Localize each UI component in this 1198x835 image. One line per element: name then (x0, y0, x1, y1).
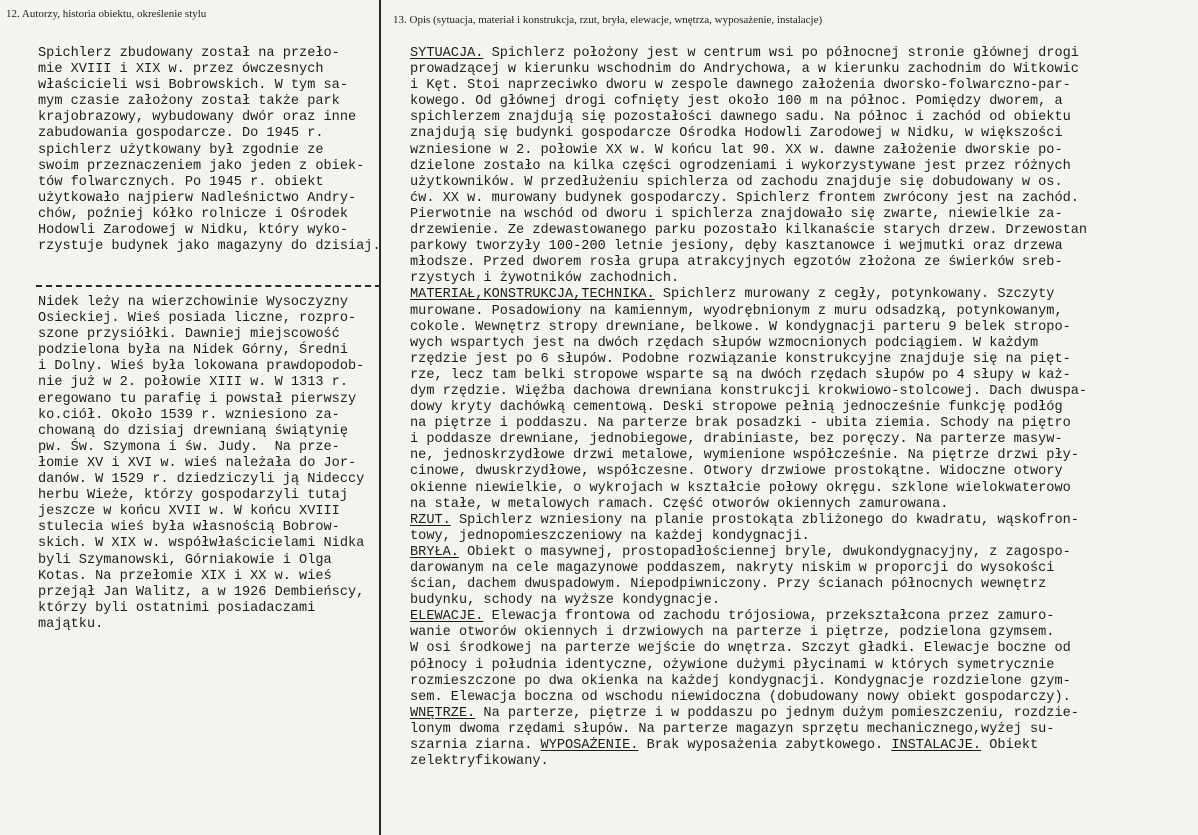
text-segment: Spichlerz murowany z cegły, potynkowany. Szczyty (654, 287, 1055, 303)
text-segment: dym rzędzie. Więźba dachowa drewniana konstrukcji krokwiowo-stolcowej. Dach dwuspa- (410, 383, 1088, 399)
text-segment: Obiekt o masywnej, prostopadłościennej bryle, dwukondygnacyjny, z zagospo- (458, 544, 1071, 560)
text-segment: szarnia ziarna. (410, 738, 541, 754)
text-line: herbu Wieże, którzy gospodarzyli tutaj (38, 488, 348, 504)
section-heading: RZUT. (410, 512, 451, 528)
text-segment: młodsze. Przed dworem rosła grupa atrakcyjnych egzotów złożona ze świerków sreb- (410, 255, 1063, 271)
text-line (410, 239, 1198, 255)
text-line: chowaną do dzisiaj drewnianą świątynię (38, 423, 348, 439)
text-line (410, 78, 1198, 94)
text-segment: Obiekt (981, 738, 1039, 754)
section-separator (36, 285, 381, 287)
text-segment: cokole. Wewnętrz stropy drewniane, belkowe. W kondygnacji parteru 9 belek stropo- (410, 319, 1071, 335)
text-segment: północy i południa identyczne, ożywione dużymi płycinami w których symetrycznie (410, 657, 1055, 673)
text-line (410, 175, 1198, 191)
text-segment: wzniesione w 2. połowie XX w. W końcu lat 90. XX w. dawne założenie dworskie po- (410, 142, 1063, 158)
text-segment: Spichlerz wzniesiony na planie prostokąta zbliżonego do kwadratu, wąskofron- (450, 512, 1079, 528)
text-line (410, 738, 1198, 754)
text-segment: i poddasze drewniane, jednobiegowe, drabiniaste, bez poręczy. Na parterze masyw- (410, 432, 1063, 448)
text-segment: drzewienie. Ze zdewastowanego parku pozostało kilkanaście starych drzew. Drzewostan (410, 223, 1088, 239)
text-line (410, 561, 1198, 577)
text-line: szone przysiółki. Dawniej miejscowość (38, 327, 340, 343)
text-line (410, 143, 1198, 159)
text-line (410, 207, 1198, 223)
text-line (410, 271, 1198, 287)
text-line (410, 625, 1198, 641)
text-line (410, 159, 1198, 175)
text-line: użytkowało najpierw Nadleśnictwo Andry- (38, 190, 357, 206)
text-segment: dowy kryty dachówką cementową. Deski stropowe pełnią jednocześnie funkcję podłóg (410, 400, 1063, 416)
text-line (410, 94, 1198, 110)
text-segment: towy, jednopomieszczeniowy na każdej kondygnacji. (410, 528, 810, 544)
text-segment: ne, jednoskrzydłowe drzwi metalowe, wymienione współcześnie. Na piętrze drzwi pły- (410, 448, 1079, 464)
text-line (410, 126, 1198, 142)
section-heading: ELEWACJE. (410, 609, 484, 625)
text-segment: lonym dwoma rzędami słupów. Na parterze magazyn sprzętu mechanicznego,wyżej su- (410, 721, 1055, 737)
text-line (410, 609, 1198, 625)
text-line: podzielona była na Nidek Górny, Średni (38, 343, 348, 359)
text-line: chów, poźniej kółko rolnicze i Ośrodek (38, 206, 348, 222)
text-line (410, 384, 1198, 400)
text-line: pw. Św. Szymona i św. Judy. Na prze- (38, 439, 340, 455)
text-line (410, 754, 1198, 770)
text-line: Nidek leży na wierzchowinie Wysoczyzny (38, 295, 348, 310)
text-segment: Elewacja frontowa od zachodu trójosiowa, przekształcona przez zamuro- (483, 609, 1055, 625)
section-heading: BRYŁA. (410, 544, 459, 560)
text-segment: okienne niewielkie, o wykrojach w kształcie połowy okręgu. szklone wielokwaterowo (410, 480, 1071, 496)
text-segment: zelektryfikowany. (410, 754, 549, 770)
history-text-block (38, 46, 383, 255)
text-segment: na piętrze i poddaszu. Na parterze brak posadzki - ubita ziemia. Schody na piętro (410, 416, 1071, 432)
text-line: Kotas. Na przełomie XIX i XX w. wieś (38, 568, 332, 584)
text-line: tów folwarcznych. Po 1945 r. obiekt (38, 174, 324, 190)
text-line (410, 481, 1198, 497)
text-segment: użytkowników. W przedłużeniu spichlerza od zachodu znajduje się dobudowany w os. (410, 174, 1063, 190)
text-line: byli Szymanowski, Górniakowie i Olga (38, 552, 332, 568)
text-line (410, 320, 1198, 336)
text-line (410, 368, 1198, 384)
text-line: właścicieli wsi Bobrowskich. W tym sa- (38, 78, 348, 94)
text-line: stulecia wieś była własnością Bobrow- (38, 520, 340, 536)
text-line (410, 352, 1198, 368)
text-segment: rze, lecz tam belki stropowe wsparte są na dwóch rzędach słupów po 4 słupy w każ- (410, 367, 1071, 383)
text-line (410, 690, 1198, 706)
text-line (410, 223, 1198, 239)
text-segment: i Kęt. Stoi naprzeciwko dworu w zespole dawnego założenia dworsko-folwarczno-par- (410, 78, 1071, 94)
text-segment: kowego. Od głównej drogi cofnięty jest około 100 m na północ. Pomiędzy dworem, a (410, 94, 1063, 110)
text-line (410, 287, 1198, 303)
text-line: i Dolny. Wieś była lokowana prawdopodob- (38, 359, 365, 375)
text-line (410, 497, 1198, 513)
text-segment: W osi środkowej na parterze wejście do wnętrza. Szczyt gładki. Elewacje boczne od (410, 641, 1071, 657)
text-line (410, 400, 1198, 416)
text-line: mym czasie założony został także park (38, 94, 340, 110)
section-heading: INSTALACJE. (891, 738, 982, 754)
right-column-header: 13. Opis (sytuacja, materiał i konstrukcja, rzut, bryła, elewacje, wnętrza, wyposażenie, instalacje) (393, 14, 823, 26)
text-line (410, 336, 1198, 352)
text-line (410, 722, 1198, 738)
text-line: nie już w 2. połowie XIII w. W 1313 r. (38, 375, 348, 391)
text-segment: sem. Elewacja boczna od wschodu niewidoczna (dobudowany nowy obiekt gospodarczy). (410, 689, 1071, 705)
text-segment: murowane. Posadowiony na kamiennym, wyodrębnionym z muru odsadzką, potynkowanym, (410, 303, 1063, 319)
section-heading: WYPOSAŻENIE. (540, 738, 639, 754)
text-line (410, 641, 1198, 657)
text-line: którzy byli ostatnimi posiadaczami (38, 600, 316, 616)
text-line (410, 577, 1198, 593)
text-line: Osieckiej. Wieś posiada liczne, rozpro- (38, 311, 357, 327)
text-line: danów. W 1529 r. dziedziczyli ją Nideccy (38, 472, 365, 488)
section-heading: MATERIAŁ,KONSTRUKCJA,TECHNIKA. (410, 287, 655, 303)
text-segment: dzielone zostało na kilka części ogrodzeniami i wykorzystywane jest przez różnych (410, 158, 1071, 174)
text-line (410, 448, 1198, 464)
section-heading: WNĘTRZE. (410, 705, 476, 721)
text-line: swoim przeznaczeniem jako jeden z obiek- (38, 158, 365, 174)
text-segment: Na parterze, piętrze i w poddaszu po jednym dużym pomieszczeniu, rozdzie- (475, 705, 1079, 721)
text-line (410, 191, 1198, 207)
text-line: majątku. (38, 616, 104, 632)
text-segment: rzystych i żywotników zachodnich. (410, 271, 680, 287)
text-line (410, 593, 1198, 609)
text-line (410, 432, 1198, 448)
text-segment: Pierwotnie na wschód od dworu i spichlerza znajdowało się zwarte, niewielkie za- (410, 206, 1063, 222)
text-segment: darowanym na cele magazynowe poddaszem, nakryty niskim w proporcji do wysokości (410, 561, 1055, 576)
text-line (410, 416, 1198, 432)
text-line: przejął Jan Walitz, a w 1926 Dembieńscy, (38, 584, 365, 600)
text-line (410, 464, 1198, 480)
text-segment: na stałe, w metalowych ramach. Część otworów okiennych zamurowana. (410, 496, 949, 512)
text-segment: parkowy tworzyły 100-200 letnie jesiony, dęby kasztanowce i wejmutki oraz drzewa (410, 239, 1063, 255)
text-line (410, 304, 1198, 320)
section-heading: SYTUACJA. (410, 46, 484, 61)
text-line: łomie XV i XVI w. wieś należała do Jor- (38, 455, 357, 471)
text-segment: ćw. XX w. murowany budynek gospodarczy. Spichlerz frontem zwrócony jest na zachód. (410, 190, 1079, 206)
text-line: krajobrazowy, wybudowany dwór oraz inne (38, 110, 357, 126)
text-line (410, 255, 1198, 271)
text-line: skich. W XIX w. współwłaścicielami Nidka (38, 536, 365, 552)
village-history-text-block (38, 295, 383, 633)
text-line (410, 545, 1198, 561)
text-segment: budynku, schody na wyższe kondygnacje. (410, 593, 720, 609)
text-segment: Brak wyposażenia zabytkowego. (638, 738, 892, 754)
text-line: spichlerz użytkowany był zgodnie ze (38, 142, 324, 158)
description-text-block (410, 46, 1198, 770)
text-segment: rozmieszczone po dwa okienka na każdej kondygnacji. Kondygnacje rozdzielone gzym- (410, 673, 1071, 689)
text-line (410, 674, 1198, 690)
text-line (410, 110, 1198, 126)
text-line: Hodowli Zarodowej w Nidku, który wyko- (38, 223, 348, 239)
text-segment: ścian, dachem dwuspadowym. Niepodpiwniczony. Przy ścianach północnych wewnętrz (410, 577, 1047, 593)
text-segment: prowadzącej w kierunku wschodnim do Andrychowa, a w kierunku zachodnim do Witkowic (410, 62, 1079, 78)
text-line: rzystuje budynek jako magazyny do dzisiaj. (38, 239, 381, 255)
text-line (410, 513, 1198, 529)
text-line (410, 46, 1198, 62)
text-line: jeszcze w końcu XVII w. W końcu XVIII (38, 504, 340, 520)
text-segment: cinowe, dwuskrzydłowe, współczesne. Otwory drzwiowe prostokątne. Widoczne otwory (410, 464, 1063, 480)
text-line: zabudowania gospodarcze. Do 1945 r. (38, 126, 324, 142)
text-segment: Spichlerz położony jest w centrum wsi po północnej stronie głównej drogi (483, 46, 1079, 61)
text-line (410, 658, 1198, 674)
text-line: Spichlerz zbudowany został na przeło- (38, 46, 340, 61)
text-line (410, 529, 1198, 545)
text-segment: znajdują się budynki gospodarcze Ośrodka Hodowli Zarodowej w Nidku, w większości (410, 126, 1063, 142)
text-segment: spichlerzem znajdują się pozostałości dawnego sadu. Na północ i zachód od obiektu (410, 110, 1071, 126)
text-segment: rzędzie jest po 6 słupów. Podobne rozwiązanie konstrukcyjne znajduje się na pięt- (410, 351, 1071, 367)
text-line (410, 706, 1198, 722)
left-column-header: 12. Autorzy, historia obiektu, określenie stylu (6, 8, 207, 20)
text-line: eregowano tu parafię i powstał pierwszy (38, 391, 357, 407)
text-line (410, 62, 1198, 78)
text-line: mie XVIII i XIX w. przez ówczesnych (38, 62, 324, 78)
text-segment: wych wspartych jest na dwóch rzędach słupów wzmocnionych podciągiem. W każdym (410, 335, 1039, 351)
text-line: ko.ciół. Około 1539 r. wzniesiono za- (38, 407, 340, 423)
text-segment: wanie otworów okiennych i drzwiowych na parterze i piętrze, podzielona gzymsem. (410, 625, 1055, 641)
